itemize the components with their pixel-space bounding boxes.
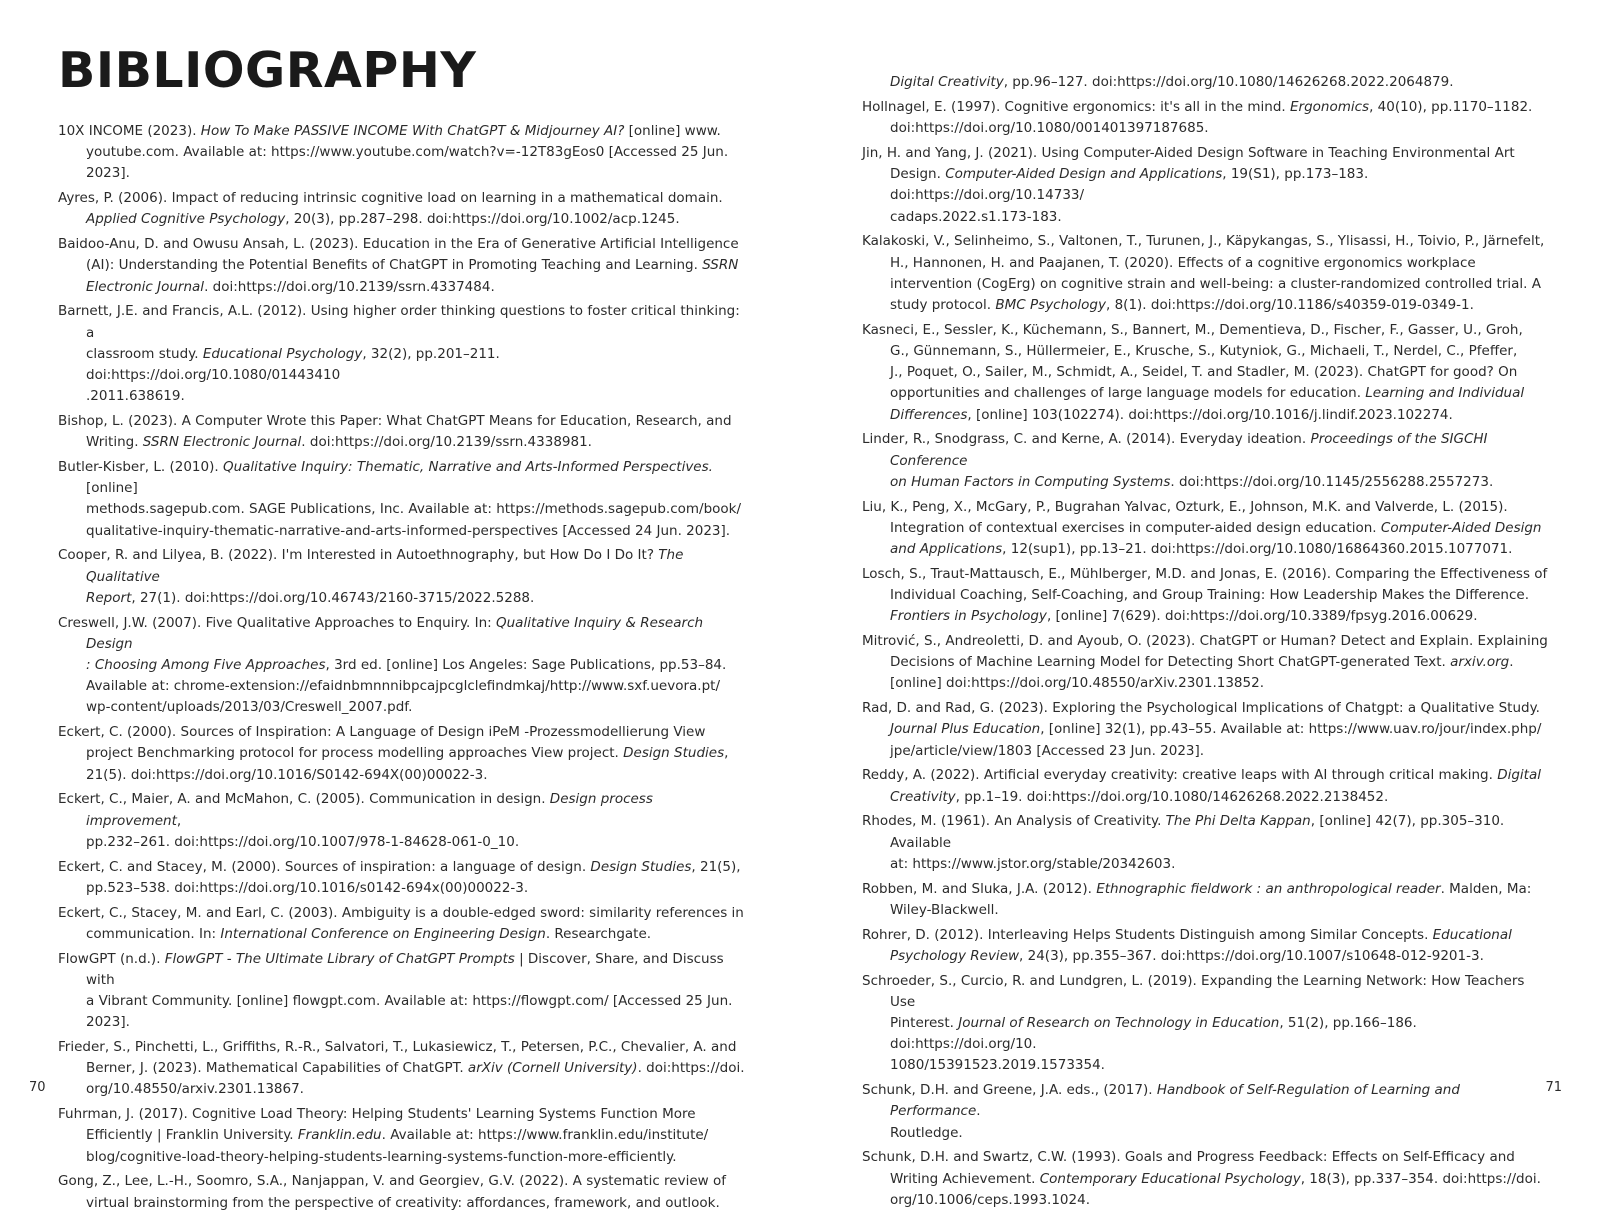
- ref-title: Proceedings of the SIGCHI Conference on Human Factors in Computing Systems: [890, 431, 1488, 490]
- ref-text: , 27(1). doi:https://doi.org/10.46743/2160-3715/2022.5288.: [131, 589, 535, 606]
- reference-list-left: [58, 121, 748, 1217]
- ref-text: Eckert, C. (2000). Sources of Inspiration: A Language of Design iPeM -Prozessmodellierung View project Benchmarking protocol for process modelling approaches View project.: [58, 724, 706, 762]
- ref-title: The Qualitative Report: [86, 547, 684, 606]
- reference-list-right: [862, 51, 1552, 1215]
- reference-entry: [58, 903, 748, 945]
- reference-entry: [58, 722, 748, 786]
- ref-text: Schunk, D.H. and Greene, J.A. eds., (2017).: [862, 1082, 1157, 1099]
- reference-entry: [862, 1080, 1552, 1144]
- ref-text: Bishop, L. (2023). A Computer Wrote this Paper: What ChatGPT Means for Education, Research, and Writing.: [58, 413, 732, 451]
- ref-title: Computer-Aided Design and Applications: [945, 166, 1223, 183]
- reference-entry: [862, 231, 1552, 316]
- left-page: [0, 0, 800, 1211]
- ref-text: , 19(S1), pp.173–183. doi:https://doi.org/10.14733/ cadaps.2022.s1.173-183.: [890, 166, 1369, 225]
- ref-title: FlowGPT - The Ultimate Library of ChatGPT Prompts: [164, 950, 515, 967]
- ref-title: International Conference on Engineering Design: [220, 925, 546, 942]
- ref-text: Fuhrman, J. (2017). Cognitive Load Theory: Helping Students' Learning Systems Function More Efficiently | Franklin University.: [58, 1106, 696, 1144]
- reference-entry: [862, 698, 1552, 762]
- ref-text: , 40(10), pp.1170–1182. doi:https://doi.org/10.1080/001401397187685.: [890, 99, 1533, 137]
- reference-entry: [862, 97, 1552, 139]
- ref-title: Educational Psychology: [202, 345, 363, 362]
- ref-text: . doi:https://doi.org/10.2139/ssrn.4337484.: [204, 278, 495, 295]
- ref-text: Eckert, C. and Stacey, M. (2000). Sources of inspiration: a language of design.: [58, 858, 591, 875]
- ref-text: . Researchgate.: [545, 925, 652, 942]
- ref-text: Baidoo-Anu, D. and Owusu Ansah, L. (2023). Education in the Era of Generative Artificial Intelligence (AI): Understanding the Potential Benefits of ChatGPT in Promoting Teaching and Learning.: [58, 236, 739, 274]
- ref-title: Qualitative Inquiry: Thematic, Narrative and Arts-Informed Perspectives.: [222, 459, 713, 476]
- ref-title: Ergonomics: [1290, 99, 1370, 115]
- ref-text: Gong, Z., Lee, L.-H., Soomro, S.A., Nanjappan, V. and Georgiev, G.V. (2022). A systematic review of virtual brainstorming from the perspective of creativity: affordances, framework, and outlook.: [58, 1173, 726, 1211]
- reference-entry: [58, 121, 748, 185]
- ref-text: Mitrović, S., Andreoletti, D. and Ayoub, O. (2023). ChatGPT or Human? Detect and Explain. Explaining Decisions of Machine Learning Model for Detecting Short ChatGPT-generated Text.: [862, 633, 1548, 671]
- ref-title: Design Studies: [623, 745, 725, 762]
- reference-entry: [58, 1037, 748, 1101]
- reference-entry: [58, 545, 748, 609]
- ref-text: Liu, K., Peng, X., McGary, P., Bugrahan Yalvac, Ozturk, E., Johnson, M.K. and Valverde, L. (2015). Integration of contextual exercises in computer-aided design education.: [862, 498, 1508, 536]
- ref-text: Robben, M. and Sluka, J.A. (2012).: [862, 880, 1097, 897]
- ref-title: Design process improvement: [86, 791, 653, 829]
- reference-entry: [862, 925, 1552, 967]
- ref-text: Schunk, D.H. and Swartz, C.W. (1993). Goals and Progress Feedback: Effects on Self-Efficacy and Writing Achievement.: [862, 1149, 1515, 1187]
- reference-entry: [58, 949, 748, 1034]
- ref-text: . Malden, Ma: Wiley-Blackwell.: [890, 880, 1532, 918]
- reference-entry: [862, 765, 1552, 807]
- ref-text: Cooper, R. and Lilyea, B. (2022). I'm Interested in Autoethnography, but How Do I Do It?: [58, 547, 659, 564]
- ref-title: arXiv (Cornell University): [467, 1060, 638, 1077]
- ref-text: Jin, H. and Yang, J. (2021). Using Computer-Aided Design Software in Teaching Environmental Art Design.: [862, 145, 1515, 183]
- ref-text: , 21(5), pp.523–538. doi:https://doi.org/10.1016/s0142-694x(00)00022-3.: [86, 858, 741, 896]
- ref-text: , 21(5). doi:https://doi.org/10.1016/S0142-694X(00)00022-3.: [86, 745, 729, 783]
- ref-text: 10X INCOME (2023).: [58, 123, 201, 139]
- reference-entry: [862, 631, 1552, 695]
- ref-text: Losch, S., Traut-Mattausch, E., Mühlberger, M.D. and Jonas, E. (2016). Comparing the Effectiveness of Individual Coaching, Self-Coaching, and Group Training: How Leadership Makes the Difference.: [862, 565, 1548, 604]
- ref-text: Frieder, S., Pinchetti, L., Griffiths, R.-R., Salvatori, T., Lukasiewicz, T., Petersen, P.C., Chevalier, A. and Berner, J. (2023). Mathematical Capabilities of ChatGPT.: [58, 1039, 737, 1077]
- right-page: [800, 0, 1600, 1208]
- ref-text: . doi:https://doi.org/10.2139/ssrn.4338981.: [301, 434, 592, 451]
- ref-text: Butler-Kisber, L. (2010).: [58, 459, 223, 476]
- ref-text: , 24(3), pp.355–367. doi:https://doi.org/10.1007/s10648-012-9201-3.: [1019, 947, 1484, 964]
- ref-text: Rhodes, M. (1961). An Analysis of Creativity.: [862, 813, 1166, 830]
- ref-text: Kasneci, E., Sessler, K., Küchemann, S., Bannert, M., Dementieva, D., Fischer, F., Gasser, U., Groh, G., Günnemann, S., Hüllermeier, E., Krusche, S., Kutyniok, G., Michaeli, T., Nerdel, C., Pfeffer, J., Poquet, O., Sailer, M., Schmidt, A., Seidel, T. and Stadler, M. (2023). ChatGPT for good? On opportunities and challenges of large language models for education.: [862, 321, 1523, 402]
- reference-entry: [58, 188, 748, 230]
- ref-title: Qualitative Inquiry & Research Design : Choosing Among Five Approaches: [86, 614, 704, 674]
- ref-text: Rad, D. and Rad, G. (2023). Exploring the Psychological Implications of Chatgpt: a Qualitative Study.: [862, 700, 1540, 717]
- ref-text: FlowGPT (n.d.).: [58, 950, 165, 967]
- reference-entry: [58, 789, 748, 853]
- ref-title: Digital Creativity: [890, 767, 1541, 805]
- ref-title: BMC Psychology: [995, 297, 1106, 314]
- ref-title: Ethnographic fieldwork : an anthropological reader: [1096, 880, 1441, 897]
- ref-text: , [online] 103(102274). doi:https://doi.org/10.1016/j.lindif.2023.102274.: [967, 406, 1453, 423]
- ref-text: [online] www. youtube.com. Available at: https://www.youtube.com/watch?v=-12T83gEos0 [Accessed 25 Jun. 2023].: [86, 123, 729, 182]
- ref-text: . Available at: https://www.franklin.edu/institute/ blog/cognitive-load-theory-helping-students-learning-systems-function-more-efficiently.: [86, 1127, 709, 1165]
- ref-title: Frontiers in Psychology: [890, 608, 1047, 625]
- ref-text: [online] methods.sagepub.com. SAGE Publications, Inc. Available at: https://methods.sagepub.com/book/ qualitative-inquiry-thematic-narrative-and-arts-informed-perspectives [Accessed 24 Jun. 2023].: [86, 480, 742, 539]
- ref-text: . doi:https://doi.org/10.1145/2556288.2557273.: [1170, 473, 1494, 490]
- ref-text: Kalakoski, V., Selinheimo, S., Valtonen, T., Turunen, J., Käpykangas, S., Ylisassi, H., Toivio, P., Järnefelt, H., Hannonen, H. and Paajanen, T. (2020). Effects of a cognitive ergonomics workplace intervention (CogErg) on cognitive strain and well-being: a cluster-randomized controlled trial. A study protocol.: [862, 233, 1545, 314]
- reference-entry: [862, 879, 1552, 921]
- ref-text: , pp.232–261. doi:https://doi.org/10.1007/978-1-84628-061-0_10.: [86, 812, 520, 850]
- ref-title: Journal of Research on Technology in Education: [958, 1015, 1280, 1032]
- reference-entry: [58, 613, 748, 719]
- page-title: BIBLIOGRAPHY: [58, 42, 477, 99]
- ref-title: Applied Cognitive Psychology: [86, 211, 286, 228]
- ref-text: , 3rd ed. [online] Los Angeles: Sage Publications, pp.53–84. Available at: chrome-extension://efaidnbmnnnibpcajpcglclefindmkaj/http://www.sxf.uevora.pt/ wp-content/uploads/2013/03/Creswell_2007.pdf.: [86, 657, 727, 716]
- ref-title: The Phi Delta Kappan: [1165, 813, 1311, 830]
- ref-text: Barnett, J.E. and Francis, A.L. (2012). Using higher order thinking questions to foster critical thinking: a classroom study.: [58, 303, 740, 362]
- reference-entry: [862, 429, 1552, 493]
- ref-title: Digital Creativity: [890, 74, 1004, 91]
- ref-text: Schroeder, S., Curcio, R. and Lundgren, L. (2019). Expanding the Learning Network: How Teachers Use Pinterest.: [862, 972, 1525, 1032]
- ref-text: Eckert, C., Stacey, M. and Earl, C. (2003). Ambiguity is a double-edged sword: similarity references in communication. In:: [58, 904, 744, 942]
- reference-entry: [58, 1171, 748, 1213]
- reference-entry: [58, 857, 748, 899]
- reference-entry: [862, 497, 1552, 561]
- ref-text: , 18(3), pp.337–354. doi:https://doi. org/10.1006/ceps.1993.1024.: [890, 1170, 1541, 1208]
- ref-text: , 20(3), pp.287–298. doi:https://doi.org/10.1002/acp.1245.: [285, 211, 680, 228]
- ref-title: Franklin.edu: [297, 1127, 382, 1144]
- reference-entry: [862, 971, 1552, 1077]
- reference-entry: [862, 564, 1552, 628]
- ref-text: , 12(sup1), pp.13–21. doi:https://doi.org/10.1080/16864360.2015.1077071.: [1002, 541, 1513, 558]
- ref-text: , [online] 42(7), pp.305–310. Available at: https://www.jstor.org/stable/20342603.: [890, 813, 1505, 872]
- ref-title: Journal Plus Education: [890, 721, 1041, 738]
- ref-text: , [online] 7(629). doi:https://doi.org/10.3389/fpsyg.2016.00629.: [1046, 608, 1478, 625]
- ref-text: Ayres, P. (2006). Impact of reducing intrinsic cognitive load on learning in a mathematical domain.: [58, 190, 723, 207]
- ref-text: | Discover, Share, and Discuss with a Vibrant Community. [online] flowgpt.com. Available at: https://flowgpt.com/ [Accessed 25 Jun. 2023].: [86, 950, 733, 1031]
- ref-title: Handbook of Self-Regulation of Learning and Performance: [890, 1082, 1460, 1120]
- ref-text: Creswell, J.W. (2007). Five Qualitative Approaches to Enquiry. In:: [58, 614, 496, 631]
- ref-title: Learning and Individual Differences: [890, 385, 1525, 423]
- ref-text: , 8(1). doi:https://doi.org/10.1186/s40359-019-0349-1.: [1106, 297, 1474, 314]
- ref-text: Linder, R., Snodgrass, C. and Kerne, A. (2014). Everyday ideation.: [862, 431, 1311, 448]
- ref-text: , pp.1–19. doi:https://doi.org/10.1080/14626268.2022.2138452.: [955, 788, 1389, 805]
- reference-entry: [58, 234, 748, 298]
- ref-text: Eckert, C., Maier, A. and McMahon, C. (2005). Communication in design.: [58, 791, 550, 808]
- ref-text: Rohrer, D. (2012). Interleaving Helps Students Distinguish among Similar Concepts.: [862, 926, 1433, 943]
- ref-title: Educational Psychology Review: [890, 926, 1512, 964]
- reference-entry: [862, 811, 1552, 875]
- ref-title: Design Studies: [590, 858, 692, 875]
- ref-text: . [online] doi:https://doi.org/10.48550/arXiv.2301.13852.: [890, 654, 1514, 692]
- ref-text: Reddy, A. (2022). Artificial everyday creativity: creative leaps with AI through critical making.: [862, 767, 1498, 784]
- ref-title: Contemporary Educational Psychology: [1039, 1170, 1301, 1187]
- page-number-left: 70: [29, 1080, 46, 1095]
- page-number-right: 71: [1545, 1080, 1562, 1095]
- ref-text: , pp.96–127. doi:https://doi.org/10.1080/14626268.2022.2064879.: [1003, 74, 1454, 91]
- ref-text: . Routledge.: [890, 1103, 981, 1141]
- reference-entry: [58, 1104, 748, 1168]
- ref-text: Hollnagel, E. (1997). Cognitive ergonomics: it's all in the mind.: [862, 99, 1290, 115]
- ref-title: Computer-Aided Design and Applications: [890, 519, 1542, 558]
- ref-title: How To Make PASSIVE INCOME With ChatGPT & Midjourney AI?: [200, 123, 625, 139]
- ref-text: , 51(2), pp.166–186. doi:https://doi.org/10. 1080/15391523.2019.1573354.: [890, 1015, 1417, 1074]
- reference-entry: [862, 320, 1552, 426]
- ref-title: SSRN Electronic Journal: [86, 257, 739, 295]
- ref-title: SSRN Electronic Journal: [142, 434, 302, 451]
- reference-entry: [58, 301, 748, 407]
- reference-continuation: [862, 51, 1552, 93]
- ref-title: arxiv.org: [1450, 654, 1510, 671]
- ref-text: . doi:https://doi. org/10.48550/arxiv.2301.13867.: [86, 1060, 745, 1098]
- reference-entry: [862, 1147, 1552, 1211]
- reference-entry: [58, 411, 748, 453]
- ref-text: , 32(2), pp.201–211. doi:https://doi.org/10.1080/01443410 .2011.638619.: [86, 345, 500, 405]
- reference-entry: [58, 457, 748, 542]
- ref-text: , [online] 32(1), pp.43–55. Available at: https://www.uav.ro/jour/index.php/ jpe/article/view/1803 [Accessed 23 Jun. 2023].: [890, 721, 1542, 759]
- reference-entry: [862, 143, 1552, 228]
